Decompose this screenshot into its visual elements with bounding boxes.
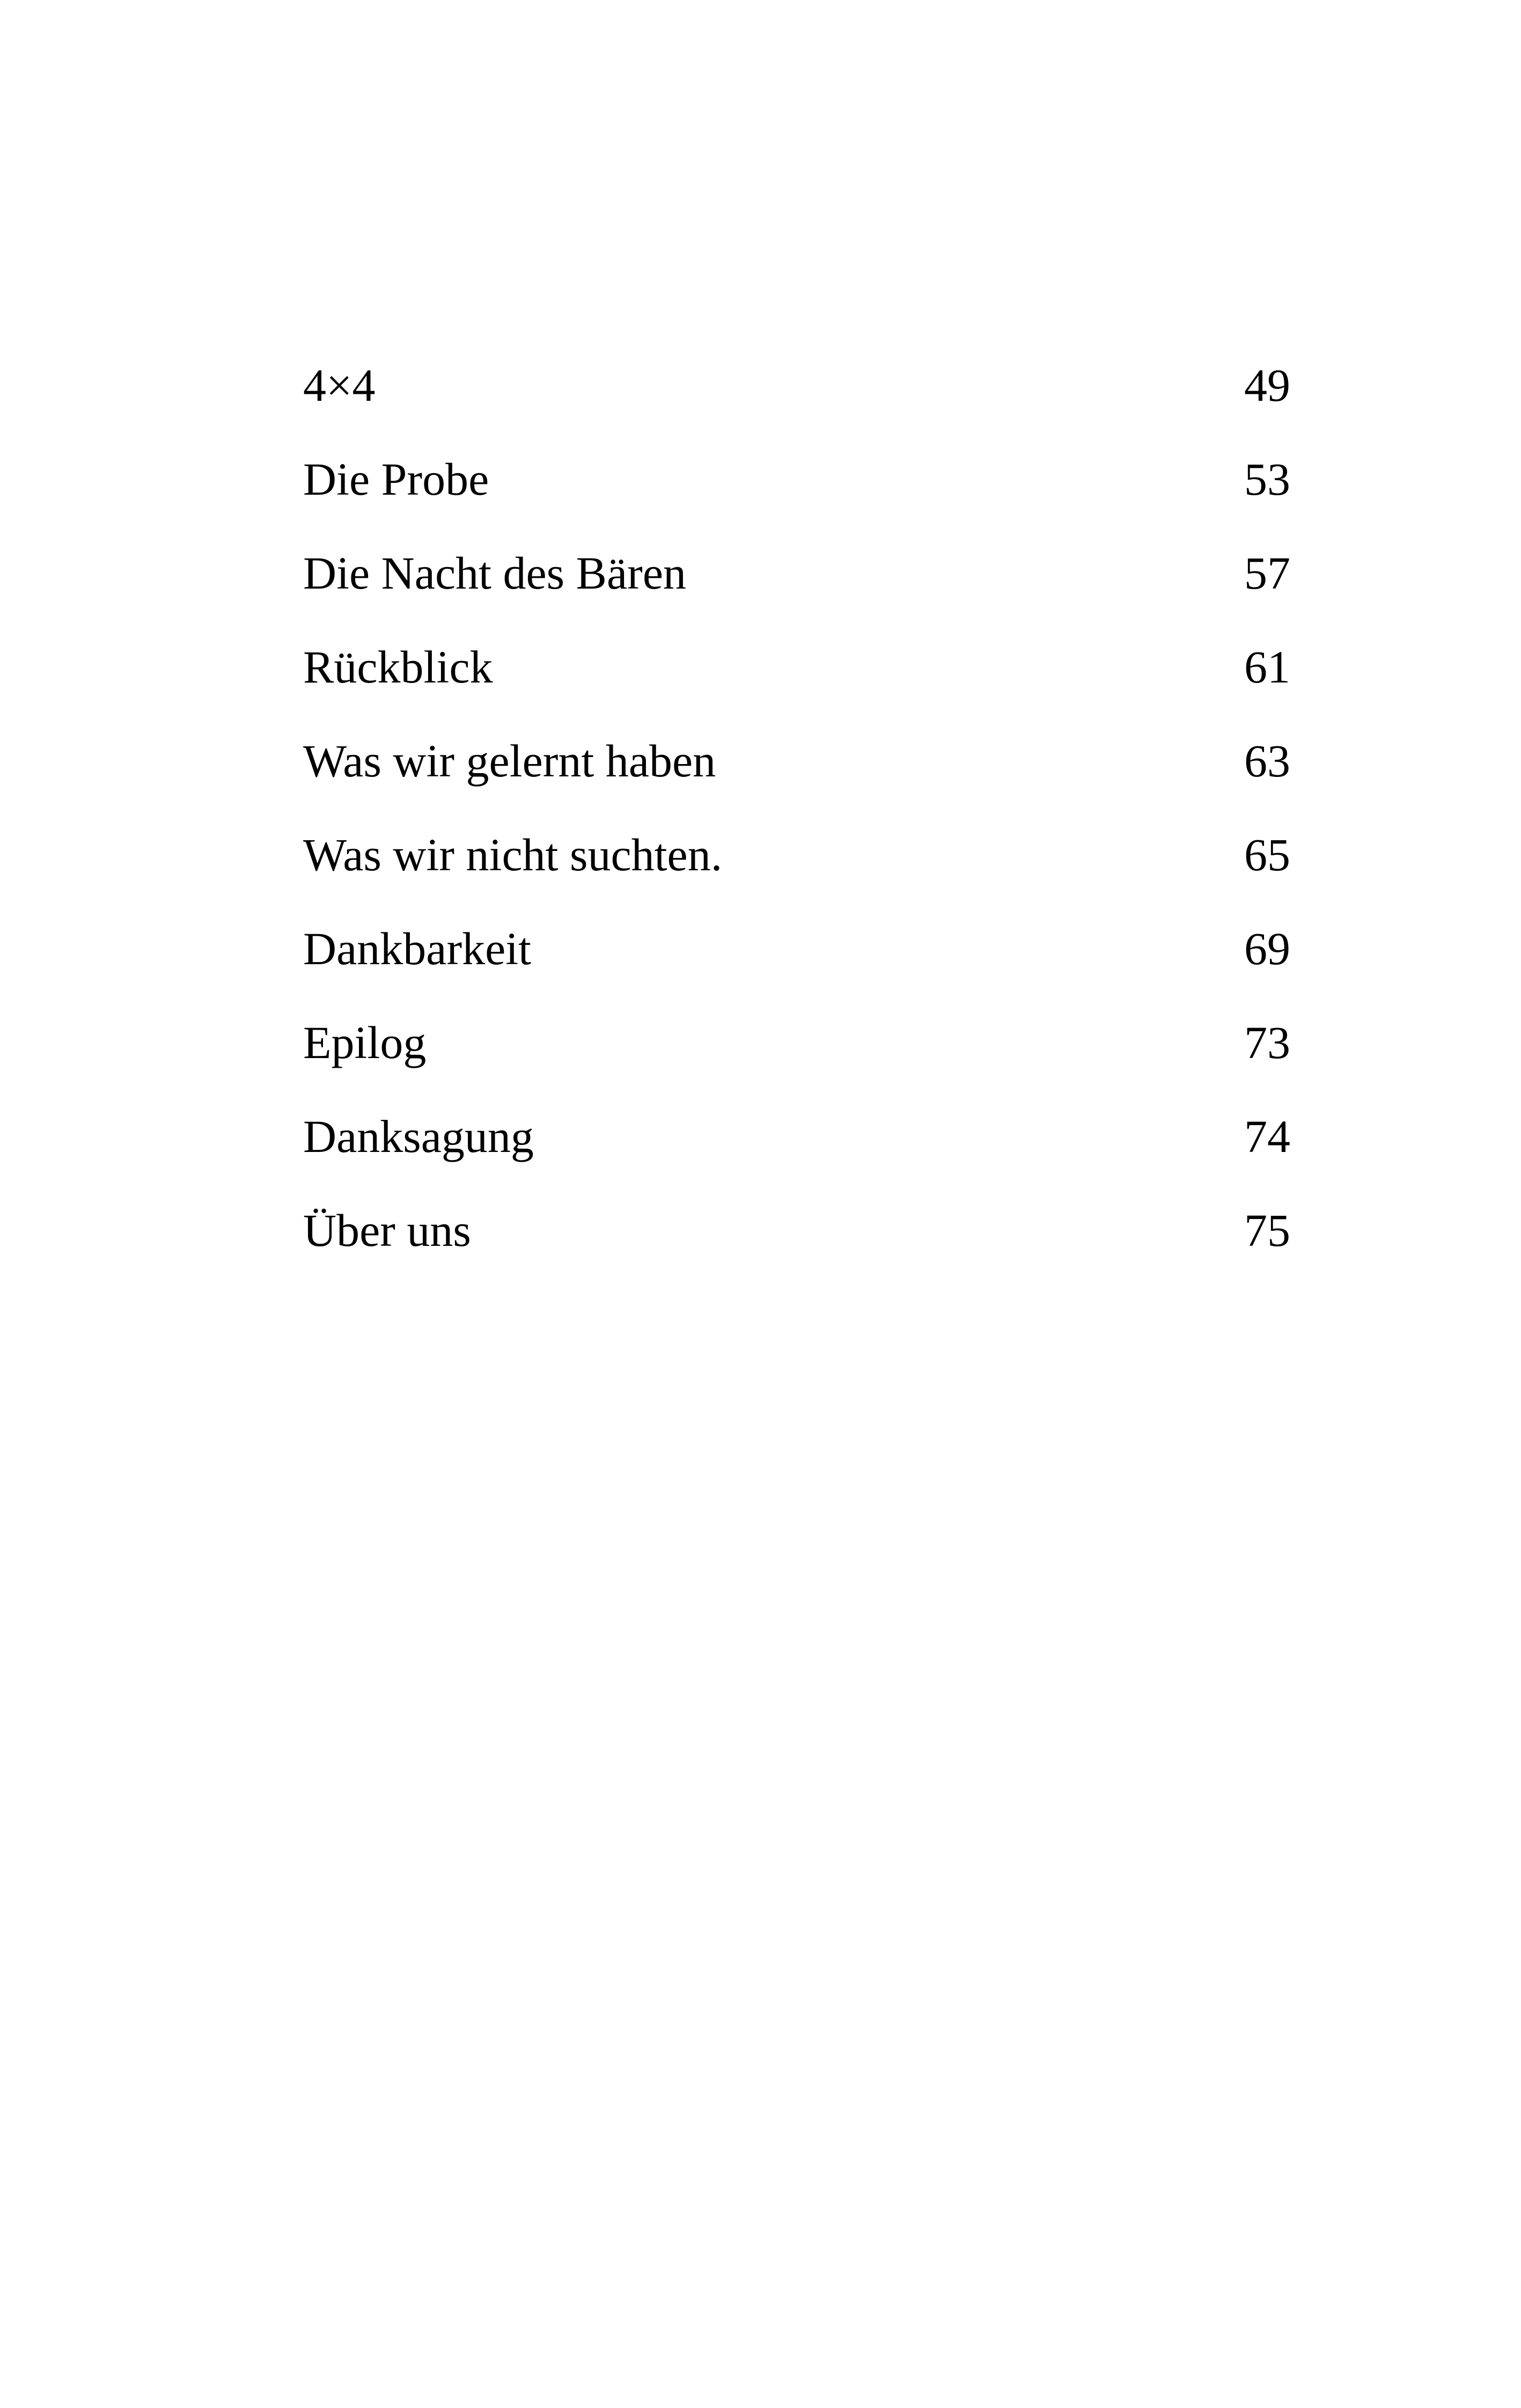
toc-entry: [303, 338, 1290, 432]
toc-entry-page: 74: [1244, 1110, 1290, 1162]
toc-entry-title: Epilog: [303, 1016, 427, 1068]
toc-entry-title: Rückblick: [303, 641, 493, 693]
toc-entry-title: Was wir nicht suchten.: [303, 828, 723, 880]
toc-entry-title: Dankbarkeit: [303, 922, 532, 974]
toc-entry-title: Die Probe: [303, 453, 489, 505]
toc-entry-page: 63: [1244, 735, 1290, 787]
toc-entry: [303, 714, 1290, 807]
toc-entry-title: Über uns: [303, 1204, 471, 1256]
toc-entry-page: 69: [1244, 922, 1290, 974]
toc-entry-page: 49: [1244, 359, 1290, 411]
toc-entry-page: 57: [1244, 547, 1290, 599]
toc-entry: [303, 1183, 1290, 1277]
toc-entry-title: 4×4: [303, 359, 376, 411]
toc-entry-page: 75: [1244, 1204, 1290, 1256]
toc-entry-page: 61: [1244, 641, 1290, 693]
toc-entry-title: Danksagung: [303, 1110, 534, 1162]
toc-entry-page: 53: [1244, 453, 1290, 505]
toc-entry: [303, 620, 1290, 714]
toc-entry-page: 73: [1244, 1016, 1290, 1068]
toc-entry: [303, 526, 1290, 620]
toc-entry: [303, 901, 1290, 995]
toc-entry: [303, 432, 1290, 526]
toc-entry-title: Was wir gelernt haben: [303, 735, 716, 787]
toc-entry: [303, 807, 1290, 901]
table-of-contents: [303, 338, 1290, 1277]
toc-entry-title: Die Nacht des Bären: [303, 547, 686, 599]
toc-entry: [303, 995, 1290, 1089]
toc-entry: [303, 1089, 1290, 1183]
toc-entry-page: 65: [1244, 828, 1290, 880]
